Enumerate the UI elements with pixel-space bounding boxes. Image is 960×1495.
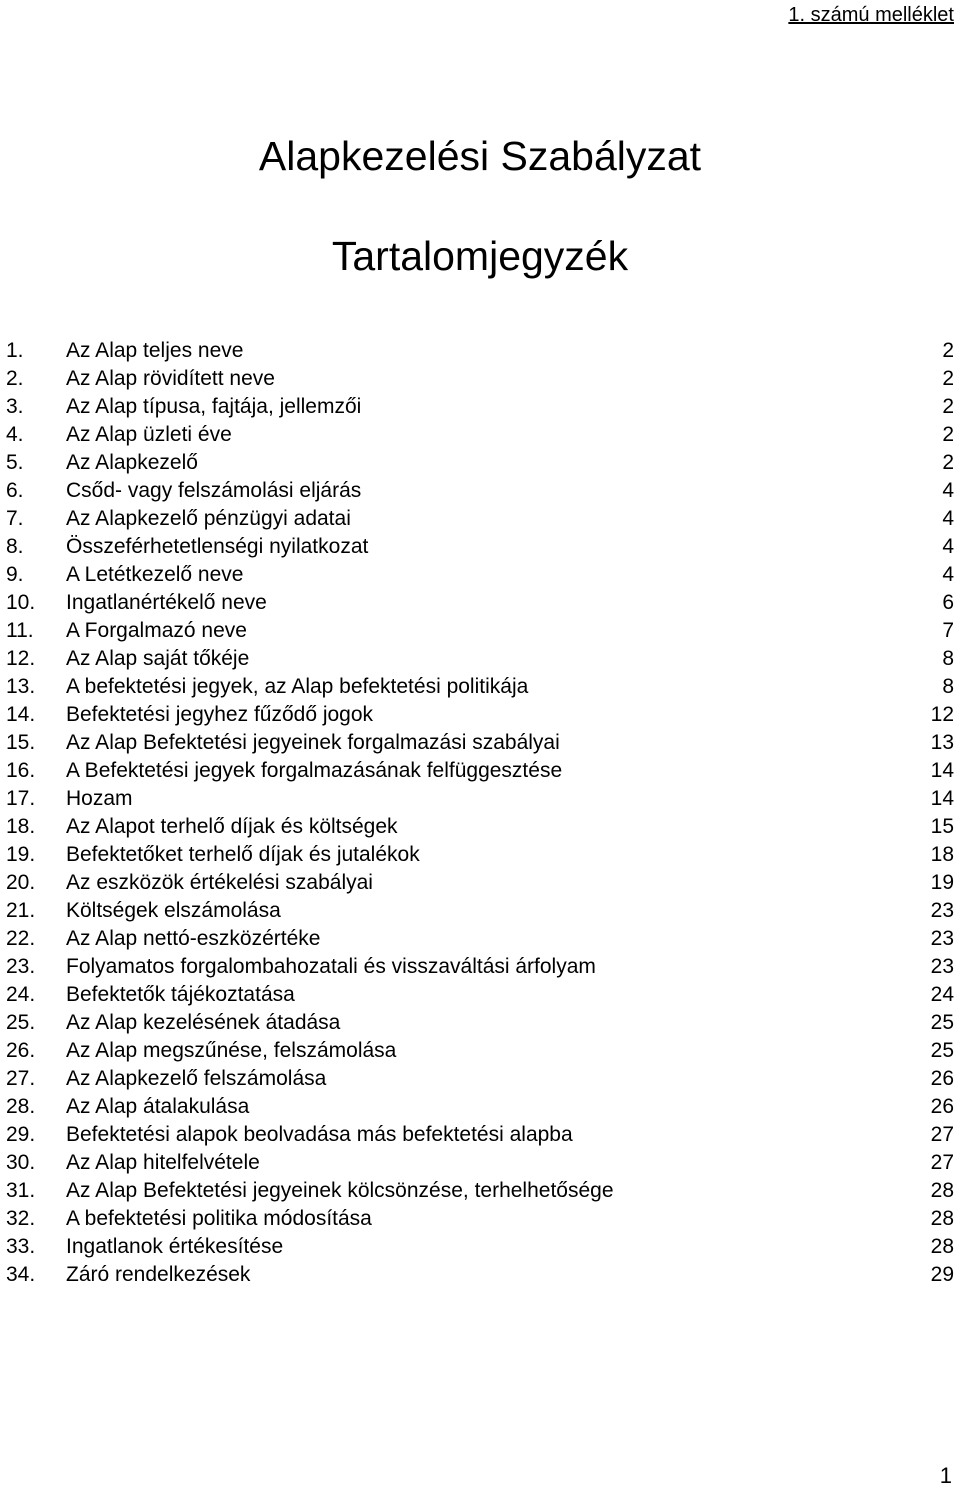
toc-entry-page: 2	[942, 395, 954, 418]
toc-entry-page: 28	[930, 1207, 954, 1230]
toc-entry[interactable]	[0, 1121, 960, 1149]
toc-entry-number: 8.	[6, 535, 24, 558]
toc-entry-number: 10.	[6, 591, 36, 614]
toc-entry-label: Az Alap saját tőkéje	[66, 647, 250, 670]
toc-entry[interactable]	[0, 1065, 960, 1093]
toc-entry[interactable]	[0, 505, 960, 533]
toc-entry[interactable]	[0, 729, 960, 757]
toc-entry-label: Az eszközök értékelési szabályai	[66, 871, 373, 894]
toc-entry[interactable]	[0, 1177, 960, 1205]
toc-entry-page: 23	[930, 927, 954, 950]
toc-entry-label: Összeférhetetlenségi nyilatkozat	[66, 535, 369, 558]
toc-entry[interactable]	[0, 477, 960, 505]
toc-entry-number: 30.	[6, 1151, 36, 1174]
toc-entry-page: 13	[930, 731, 954, 754]
toc-entry-page: 4	[942, 535, 954, 558]
toc-entry-label: Az Alap teljes neve	[66, 339, 244, 362]
toc-entry-page: 14	[930, 759, 954, 782]
toc-entry-number: 27.	[6, 1067, 36, 1090]
toc-entry[interactable]	[0, 757, 960, 785]
toc-entry[interactable]	[0, 785, 960, 813]
toc-entry-page: 7	[942, 619, 954, 642]
toc-entry-number: 24.	[6, 983, 36, 1006]
toc-entry-number: 3.	[6, 395, 24, 418]
toc-entry-page: 24	[930, 983, 954, 1006]
toc-entry-label: Költségek elszámolása	[66, 899, 281, 922]
toc-entry-number: 16.	[6, 759, 36, 782]
toc-entry[interactable]	[0, 561, 960, 589]
toc-entry-page: 19	[930, 871, 954, 894]
toc-entry-number: 11.	[6, 619, 34, 642]
toc-entry-page: 23	[930, 899, 954, 922]
toc-entry[interactable]	[0, 1233, 960, 1261]
table-of-contents	[0, 337, 960, 1289]
toc-entry-page: 4	[942, 479, 954, 502]
toc-entry-page: 4	[942, 507, 954, 530]
toc-entry-label: A befektetési jegyek, az Alap befektetési politikája	[66, 675, 529, 698]
toc-entry-label: Az Alap átalakulása	[66, 1095, 250, 1118]
toc-entry-label: Az Alap Befektetési jegyeinek kölcsönzése, terhelhetősége	[66, 1179, 614, 1202]
toc-entry-page: 25	[930, 1011, 954, 1034]
toc-entry-page: 25	[930, 1039, 954, 1062]
toc-entry-label: Az Alap nettó-eszközértéke	[66, 927, 321, 950]
toc-entry-number: 2.	[6, 367, 24, 390]
toc-entry-label: Befektetőket terhelő díjak és jutalékok	[66, 843, 420, 866]
toc-entry-label: Az Alap hitelfelvétele	[66, 1151, 260, 1174]
toc-entry[interactable]	[0, 897, 960, 925]
toc-entry-page: 2	[942, 423, 954, 446]
toc-entry-number: 19.	[6, 843, 36, 866]
toc-entry-label: Folyamatos forgalombahozatali és visszaváltási árfolyam	[66, 955, 596, 978]
toc-entry-label: A Letétkezelő neve	[66, 563, 244, 586]
toc-entry-number: 12.	[6, 647, 36, 670]
toc-entry-number: 28.	[6, 1095, 36, 1118]
toc-entry-number: 17.	[6, 787, 36, 810]
toc-entry-number: 31.	[6, 1179, 36, 1202]
toc-entry-page: 8	[942, 647, 954, 670]
toc-entry[interactable]	[0, 981, 960, 1009]
toc-entry-page: 18	[930, 843, 954, 866]
toc-entry[interactable]	[0, 337, 960, 365]
toc-entry-page: 4	[942, 563, 954, 586]
toc-entry-number: 6.	[6, 479, 24, 502]
toc-entry-label: Ingatlanok értékesítése	[66, 1235, 284, 1258]
toc-entry-label: Az Alapot terhelő díjak és költségek	[66, 815, 398, 838]
toc-entry-page: 6	[942, 591, 954, 614]
toc-entry[interactable]	[0, 869, 960, 897]
toc-entry-label: Befektetési jegyhez fűződő jogok	[66, 703, 374, 726]
toc-entry-label: Hozam	[66, 787, 133, 810]
toc-entry-label: Befektetési alapok beolvadása más befektetési alapba	[66, 1123, 573, 1146]
toc-heading: Tartalomjegyzék	[331, 233, 629, 279]
toc-entry[interactable]	[0, 841, 960, 869]
toc-entry-number: 34.	[6, 1263, 36, 1286]
toc-entry-number: 26.	[6, 1039, 36, 1062]
toc-entry[interactable]	[0, 533, 960, 561]
toc-entry[interactable]	[0, 1093, 960, 1121]
toc-entry-page: 28	[930, 1179, 954, 1202]
toc-entry-number: 29.	[6, 1123, 36, 1146]
toc-entry-number: 13.	[6, 675, 36, 698]
toc-entry-number: 22.	[6, 927, 36, 950]
toc-entry-page: 12	[930, 703, 954, 726]
toc-entry-label: A Befektetési jegyek forgalmazásának felfüggesztése	[66, 759, 563, 782]
toc-entry-number: 21.	[6, 899, 36, 922]
toc-entry-number: 9.	[6, 563, 24, 586]
toc-entry-page: 2	[942, 367, 954, 390]
toc-entry-label: Az Alap Befektetési jegyeinek forgalmazási szabályai	[66, 731, 560, 754]
toc-entry-page: 27	[930, 1123, 954, 1146]
toc-entry-page: 27	[930, 1151, 954, 1174]
toc-entry-label: Az Alap típusa, fajtája, jellemzői	[66, 395, 362, 418]
toc-entry[interactable]	[0, 589, 960, 617]
document-title: Alapkezelési Szabályzat	[258, 133, 702, 179]
toc-entry-label: Befektetők tájékoztatása	[66, 983, 295, 1006]
toc-entry[interactable]	[0, 393, 960, 421]
toc-entry-label: Csőd- vagy felszámolási eljárás	[66, 479, 362, 502]
toc-entry[interactable]	[0, 1149, 960, 1177]
toc-entry[interactable]	[0, 673, 960, 701]
toc-entry-page: 8	[942, 675, 954, 698]
toc-entry-number: 33.	[6, 1235, 36, 1258]
toc-entry[interactable]	[0, 1205, 960, 1233]
toc-entry-page: 29	[930, 1263, 954, 1286]
toc-entry-number: 5.	[6, 451, 24, 474]
toc-entry-page: 2	[942, 451, 954, 474]
toc-entry-number: 18.	[6, 815, 36, 838]
toc-entry-label: Az Alap megszűnése, felszámolása	[66, 1039, 397, 1062]
toc-entry[interactable]	[0, 365, 960, 393]
toc-entry-label: Az Alapkezelő pénzügyi adatai	[66, 507, 351, 530]
toc-entry[interactable]	[0, 953, 960, 981]
toc-entry-number: 14.	[6, 703, 36, 726]
toc-entry-page: 26	[930, 1095, 954, 1118]
toc-entry-label: Az Alap rövidített neve	[66, 367, 275, 390]
toc-entry-label: A Forgalmazó neve	[66, 619, 247, 642]
toc-entry-label: Az Alap kezelésének átadása	[66, 1011, 341, 1034]
toc-entry-label: A befektetési politika módosítása	[66, 1207, 372, 1230]
toc-entry[interactable]	[0, 617, 960, 645]
toc-entry-page: 23	[930, 955, 954, 978]
toc-entry-label: Az Alapkezelő felszámolása	[66, 1067, 327, 1090]
toc-entry[interactable]	[0, 421, 960, 449]
toc-entry[interactable]	[0, 701, 960, 729]
toc-entry-number: 4.	[6, 423, 24, 446]
toc-entry-number: 20.	[6, 871, 36, 894]
toc-entry-page: 14	[930, 787, 954, 810]
toc-entry-number: 32.	[6, 1207, 36, 1230]
toc-entry-number: 15.	[6, 731, 36, 754]
page-number: 1	[939, 1463, 952, 1488]
toc-entry-page: 2	[942, 339, 954, 362]
toc-entry-number: 23.	[6, 955, 36, 978]
toc-entry-label: Záró rendelkezések	[66, 1263, 251, 1286]
toc-entry-page: 26	[930, 1067, 954, 1090]
toc-entry[interactable]	[0, 813, 960, 841]
toc-entry-number: 7.	[6, 507, 24, 530]
toc-entry[interactable]	[0, 925, 960, 953]
toc-entry-number: 25.	[6, 1011, 36, 1034]
toc-entry-label: Az Alap üzleti éve	[66, 423, 232, 446]
toc-entry-label: Ingatlanértékelő neve	[66, 591, 267, 614]
toc-entry-page: 28	[930, 1235, 954, 1258]
toc-entry[interactable]	[0, 449, 960, 477]
annex-label: 1. számú melléklet	[788, 4, 954, 26]
toc-entry[interactable]	[0, 645, 960, 673]
toc-entry-page: 15	[930, 815, 954, 838]
toc-entry[interactable]	[0, 1261, 960, 1289]
toc-entry-number: 1.	[6, 339, 24, 362]
toc-entry-label: Az Alapkezelő	[66, 451, 198, 474]
toc-entry[interactable]	[0, 1037, 960, 1065]
toc-entry[interactable]	[0, 1009, 960, 1037]
